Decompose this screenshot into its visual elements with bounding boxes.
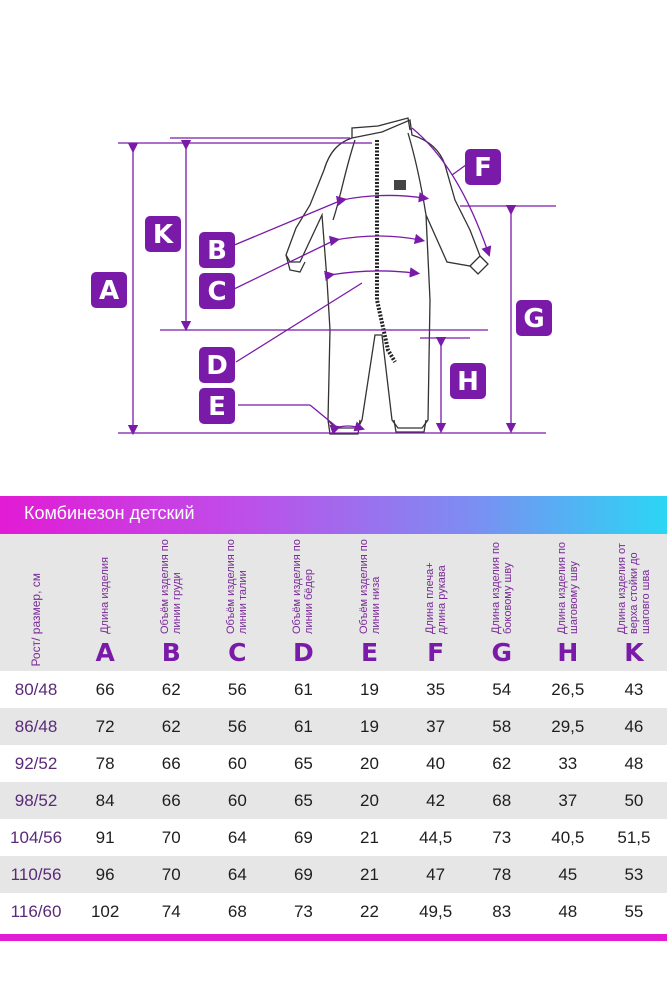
value-cell: 68	[492, 790, 512, 810]
size-cell: 92/52	[14, 753, 58, 773]
svg-text:D: D	[206, 351, 228, 381]
column-desc: Объём изделия по линии талии	[225, 539, 250, 634]
measurement-diagram	[0, 0, 667, 480]
value-cell: 47	[426, 864, 446, 884]
value-cell: 19	[360, 716, 379, 736]
svg-text:E: E	[208, 392, 226, 422]
value-cell: 83	[492, 901, 512, 921]
value-cell: 66	[161, 790, 181, 810]
value-cell: 64	[227, 864, 247, 884]
value-cell: 45	[558, 864, 578, 884]
table-title: Комбинезон детский	[24, 503, 195, 523]
badge-h	[450, 363, 486, 399]
column-desc: Длина плеча+ длина рукава	[423, 562, 448, 634]
badge-c	[199, 273, 235, 309]
badge-k	[145, 216, 181, 252]
svg-text:C: C	[207, 277, 227, 307]
value-cell: 35	[426, 679, 446, 699]
badge-a	[91, 272, 127, 308]
value-cell: 78	[95, 753, 115, 773]
table-row	[0, 782, 667, 819]
value-cell: 70	[161, 864, 181, 884]
table-row	[0, 708, 667, 745]
title-bar	[0, 496, 667, 534]
value-cell: 21	[360, 864, 379, 884]
value-cell: 33	[558, 753, 578, 773]
column-letter: F	[427, 638, 445, 667]
column-header-k	[601, 534, 667, 671]
value-cell: 60	[227, 790, 247, 810]
column-header-d	[270, 534, 336, 671]
value-cell: 20	[360, 753, 379, 773]
value-cell: 56	[227, 716, 247, 736]
value-cell: 43	[624, 679, 644, 699]
value-cell: 51,5	[617, 827, 651, 847]
size-column-label: Рост/ размер, см	[29, 573, 44, 667]
value-cell: 61	[293, 716, 313, 736]
size-cell: 86/48	[14, 716, 58, 736]
table-row	[0, 819, 667, 856]
table-row	[0, 671, 667, 708]
value-cell: 22	[360, 901, 379, 921]
column-letter: A	[95, 638, 115, 667]
value-cell: 68	[227, 901, 247, 921]
value-cell: 62	[161, 679, 181, 699]
size-cell: 110/56	[10, 864, 62, 884]
table-row	[0, 893, 667, 930]
value-cell: 48	[558, 901, 578, 921]
value-cell: 66	[161, 753, 181, 773]
value-cell: 46	[624, 716, 644, 736]
value-cell: 19	[360, 679, 379, 699]
value-cell: 40	[426, 753, 446, 773]
value-cell: 73	[293, 901, 313, 921]
size-column-header	[0, 534, 72, 671]
value-cell: 50	[624, 790, 644, 810]
badge-g	[516, 300, 552, 336]
value-cell: 56	[227, 679, 247, 699]
svg-text:G: G	[523, 304, 545, 334]
bottom-accent-bar	[0, 934, 667, 941]
column-letter: B	[161, 638, 181, 667]
svg-text:H: H	[457, 367, 479, 397]
column-letter: G	[491, 638, 512, 667]
value-cell: 55	[624, 901, 644, 921]
value-cell: 60	[227, 753, 247, 773]
value-cell: 74	[161, 901, 181, 921]
table-row	[0, 856, 667, 893]
value-cell: 69	[293, 864, 313, 884]
svg-text:K: K	[152, 220, 174, 250]
size-cell: 116/60	[10, 901, 62, 921]
column-desc: Длина изделия	[99, 557, 112, 634]
value-cell: 53	[624, 864, 644, 884]
value-cell: 48	[624, 753, 644, 773]
svg-text:B: B	[207, 236, 227, 266]
value-cell: 72	[95, 716, 115, 736]
size-cell: 104/56	[10, 827, 63, 847]
column-letter: K	[624, 638, 644, 667]
column-desc: Длина изделия от верха стойки до шаговго шва	[615, 543, 652, 634]
value-cell: 20	[360, 790, 379, 810]
value-cell: 84	[95, 790, 115, 810]
column-desc: Объём изделия по линии груди	[159, 539, 184, 634]
value-cell: 66	[95, 679, 115, 699]
value-cell: 42	[426, 790, 446, 810]
column-desc: Длина изделия по боковому шву	[489, 541, 514, 634]
value-cell: 70	[161, 827, 181, 847]
column-letter: H	[557, 638, 579, 667]
value-cell: 102	[90, 901, 120, 921]
value-cell: 26,5	[551, 679, 585, 699]
table-row	[0, 745, 667, 782]
value-cell: 29,5	[551, 716, 585, 736]
value-cell: 65	[293, 790, 313, 810]
value-cell: 62	[161, 716, 181, 736]
value-cell: 91	[95, 827, 115, 847]
value-cell: 78	[492, 864, 512, 884]
column-letter: C	[228, 638, 247, 667]
value-cell: 58	[492, 716, 512, 736]
column-desc: Длина изделия по шаговому шву	[555, 541, 580, 634]
column-header-h	[535, 534, 601, 671]
value-cell: 65	[293, 753, 313, 773]
table-header-row	[0, 534, 667, 671]
column-header-f	[403, 534, 469, 671]
svg-text:A: A	[98, 276, 120, 306]
column-letter: E	[360, 638, 379, 667]
badge-e	[199, 388, 235, 424]
column-header-a	[72, 534, 138, 671]
value-cell: 96	[95, 864, 115, 884]
value-cell: 62	[492, 753, 512, 773]
value-cell: 40,5	[551, 827, 585, 847]
value-cell: 49,5	[419, 901, 453, 921]
badge-b	[199, 232, 235, 268]
column-header-e	[336, 534, 402, 671]
size-cell: 98/52	[14, 790, 58, 810]
size-table	[0, 534, 667, 930]
value-cell: 44,5	[419, 827, 453, 847]
column-letter: D	[293, 638, 314, 667]
value-cell: 37	[426, 716, 446, 736]
column-header-c	[204, 534, 270, 671]
value-cell: 69	[293, 827, 313, 847]
column-header-b	[138, 534, 204, 671]
value-cell: 73	[492, 827, 512, 847]
badge-d	[199, 347, 235, 383]
value-cell: 54	[492, 679, 512, 699]
size-cell: 80/48	[14, 679, 58, 699]
svg-text:F: F	[474, 153, 492, 183]
value-cell: 61	[293, 679, 313, 699]
value-cell: 37	[558, 790, 578, 810]
value-cell: 64	[227, 827, 247, 847]
column-header-g	[469, 534, 535, 671]
badge-f	[465, 149, 501, 185]
value-cell: 21	[360, 827, 379, 847]
column-desc: Объём изделия по линии бёдер	[291, 539, 316, 634]
column-desc: Объём изделия по линии низа	[357, 539, 382, 634]
